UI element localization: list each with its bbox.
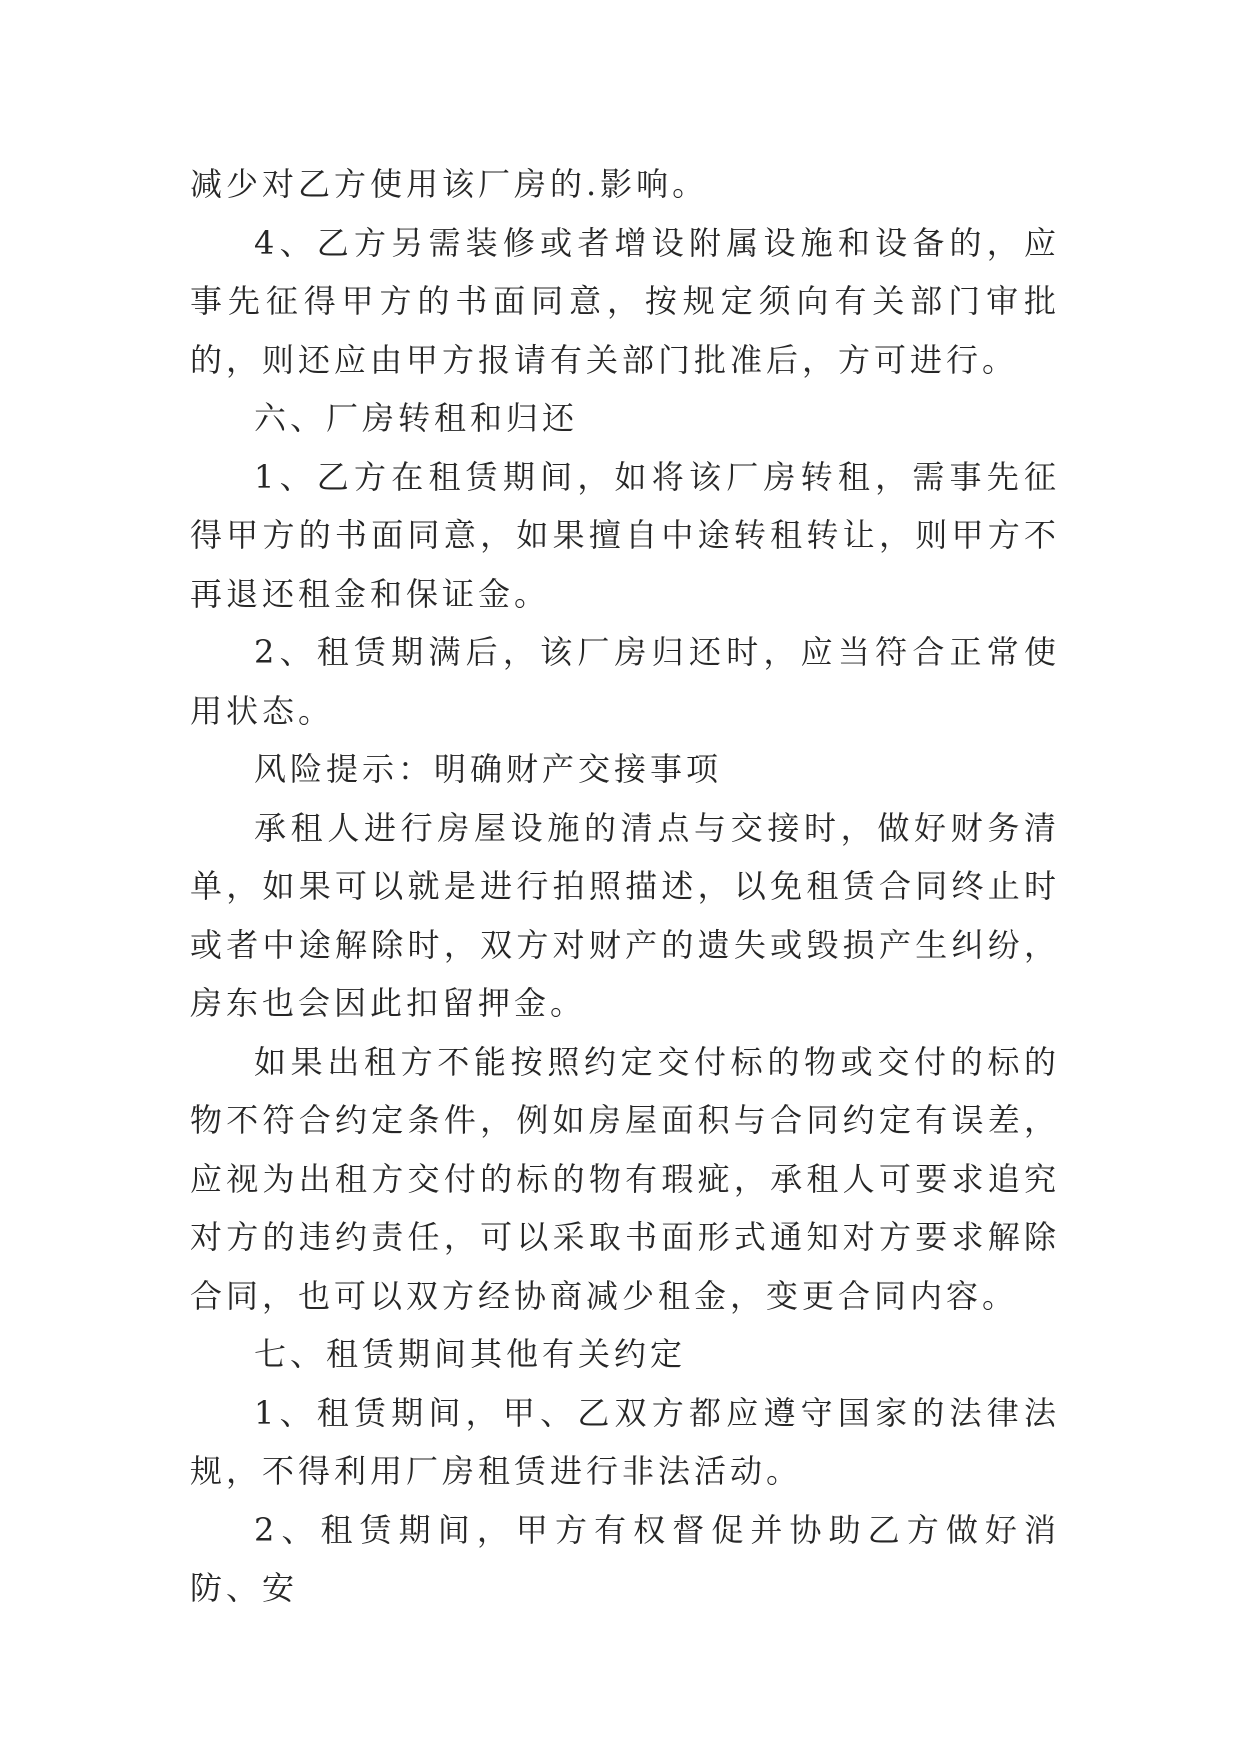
paragraph-clause-5-4: 4、乙方另需装修或者增设附属设施和设备的，应事先征得甲方的书面同意，按规定须向有关部门审批的，则还应由甲方报请有关部门批准后，方可进行。	[190, 223, 1060, 379]
paragraph-clause-6-1: 1、乙方在租赁期间，如将该厂房转租，需事先征得甲方的书面同意，如果擅自中途转租转让，则甲方不再退还租金和保证金。	[190, 457, 1060, 613]
section-heading-7: 七、租赁期间其他有关约定	[254, 1335, 687, 1373]
paragraph-clause-7-1: 1、租赁期间，甲、乙双方都应遵守国家的法律法规，不得利用厂房租赁进行非法活动。	[190, 1393, 1060, 1490]
paragraph-clause-6-2: 2、租赁期满后，该厂房归还时，应当符合正常使用状态。	[190, 633, 1060, 730]
document-body	[190, 155, 1060, 1618]
risk-tip-paragraph-2: 如果出租方不能按照约定交付标的物或交付的标的物不符合约定条件，例如房屋面积与合同约定有误差，应视为出租方交付的标的物有瑕疵，承租人可要求追究对方的违约责任，可以采取书面形式通知对方要求解除合同，也可以双方经协商减少租金，变更合同内容。	[190, 1042, 1060, 1315]
paragraph-continuation: 减少对乙方使用该厂房的.影响。	[190, 165, 709, 203]
section-heading-6: 六、厂房转租和归还	[254, 399, 579, 437]
risk-tip-paragraph-1: 承租人进行房屋设施的清点与交接时，做好财务清单，如果可以就是进行拍照描述，以免租赁合同终止时或者中途解除时，双方对财产的遗失或毁损产生纠纷，房东也会因此扣留押金。	[190, 808, 1060, 1022]
risk-tip-heading: 风险提示：明确财产交接事项	[254, 750, 723, 788]
paragraph-clause-7-2: 2、租赁期间，甲方有权督促并协助乙方做好消防、安	[190, 1510, 1060, 1607]
